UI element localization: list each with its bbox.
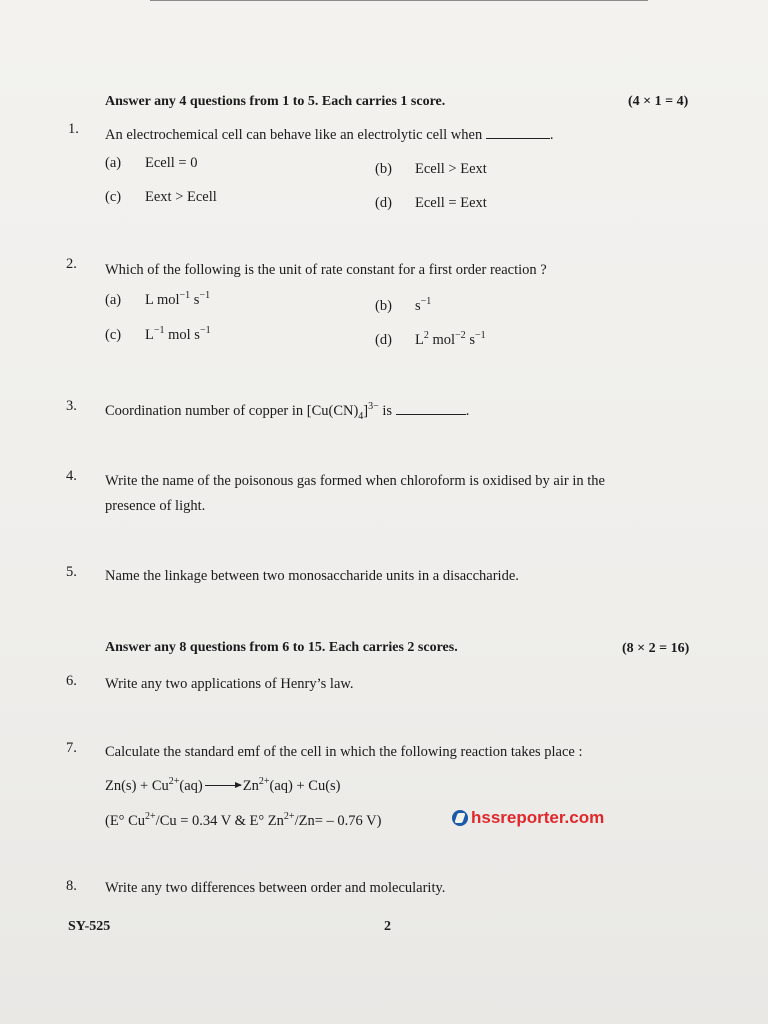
question-number: 4. (66, 468, 77, 484)
question-5-text: Name the linkage between two monosaccharide units in a disaccharide. (105, 568, 519, 584)
option-b: (b) $s^{-1}$ (375, 296, 432, 314)
page-number: 2 (384, 919, 391, 934)
option-c: (c) $L^{-1}$ mol $s^{-1}$ (105, 325, 211, 343)
option-b: (b) Ecell > Eext (375, 161, 487, 177)
question-4-line-2: presence of light. (105, 498, 206, 514)
arrow-icon (205, 785, 241, 786)
section-2-instruction: Answer any 8 questions from 6 to 15. Each carries 2 scores. (105, 640, 458, 655)
top-rule (150, 0, 648, 1)
watermark-logo: hssreporter.com (452, 808, 604, 828)
electrode-potentials: (E° $Cu^{2+}/Cu = 0.34$ V & E° $Zn^{2+}/Zn= - 0.76$ V) (105, 811, 382, 829)
unit-expression: $L^{-1}$ mol $s^{-1}$ (145, 325, 211, 343)
option-d: (d) Ecell = Eext (375, 195, 487, 211)
answer-blank (486, 137, 550, 139)
question-number: 6. (66, 673, 77, 689)
question-2-text: Which of the following is the unit of rate constant for a first order reaction ? (105, 262, 547, 278)
question-6-text: Write any two applications of Henry’s law. (105, 676, 354, 692)
question-1-text: An electrochemical cell can behave like an electrolytic cell when . (105, 127, 554, 143)
unit-expression: $s^{-1}$ (415, 296, 432, 314)
option-d: (d) $L^2$ mol$^{-2}$ $s^{-1}$ (375, 330, 486, 348)
unit-expression: L mol$^{-1}$ $s^{-1}$ (145, 290, 211, 308)
option-c: (c) Eext > Ecell (105, 189, 217, 205)
question-number: 1. (68, 121, 79, 137)
option-a: (a) Ecell = 0 (105, 155, 198, 171)
question-3-text: Coordination number of copper in $[Cu(CN)_4]^{3-}$ is . (105, 401, 470, 422)
question-8-text: Write any two differences between order and molecularity. (105, 880, 446, 896)
option-a: (a) L mol$^{-1}$ $s^{-1}$ (105, 290, 211, 308)
answer-blank (396, 413, 466, 415)
question-7-text: Calculate the standard emf of the cell in which the following reaction takes place : (105, 744, 583, 760)
section-2-marks: (8 × 2 = 16) (622, 641, 690, 656)
question-4-line-1: Write the name of the poisonous gas formed when chloroform is oxidised by air in the (105, 473, 605, 489)
section-1-instruction: Answer any 4 questions from 1 to 5. Each carries 1 score. (105, 94, 446, 109)
logo-icon (452, 810, 468, 826)
question-number: 3. (66, 398, 77, 414)
question-number: 5. (66, 564, 77, 580)
paper-code: SY-525 (68, 919, 111, 934)
unit-expression: $L^2$ mol$^{-2}$ $s^{-1}$ (415, 330, 486, 348)
question-number: 8. (66, 878, 77, 894)
question-number: 7. (66, 740, 77, 756)
question-number: 2. (66, 256, 77, 272)
section-1-marks: (4 × 1 = 4) (628, 94, 689, 109)
reaction-equation: $Zn(s) + Cu^{2+}(aq) Zn^{2+}(aq) + Cu(s)$ (105, 776, 341, 794)
